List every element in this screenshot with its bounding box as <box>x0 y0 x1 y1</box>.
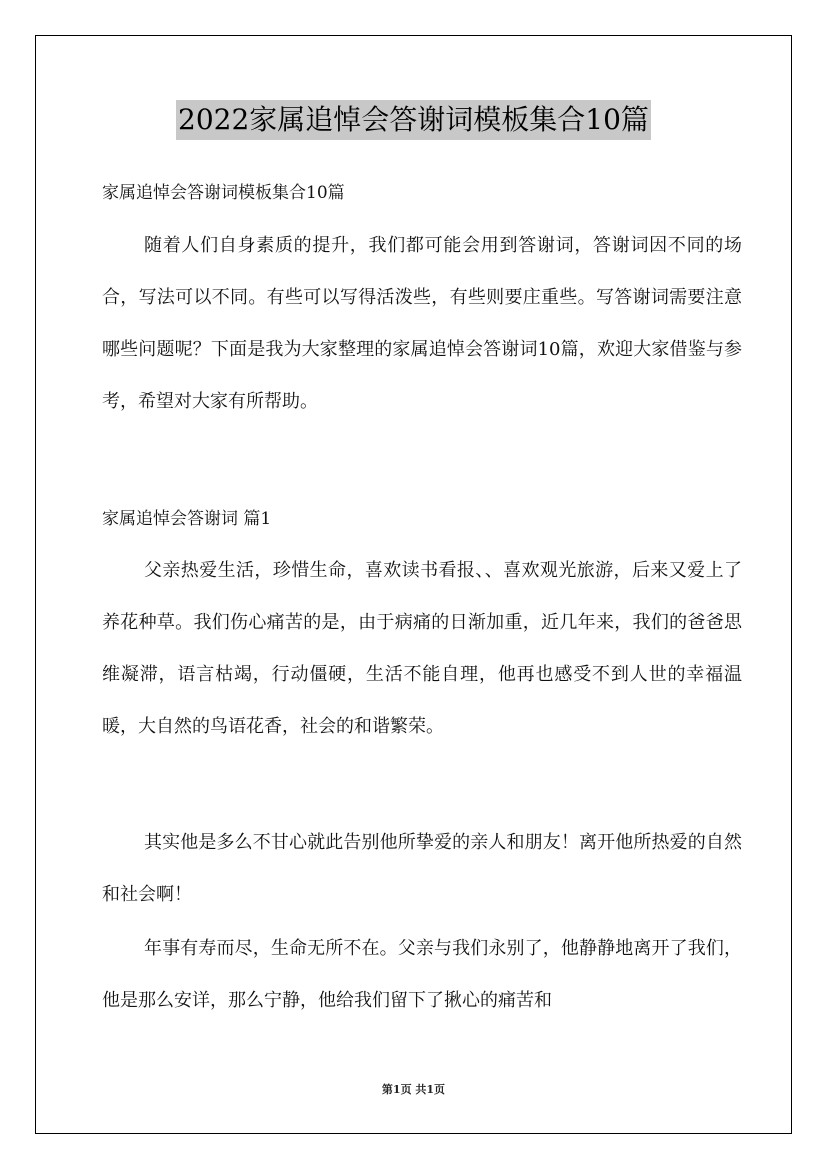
intro-paragraph: 随着人们自身素质的提升，我们都可能会用到答谢词，答谢词因不同的场合，写法可以不同。有些可以写得活泼些，有些则要庄重些。写答谢词需要注意哪些问题呢？下面是我为大家整理的家属追悼会答谢词10篇，欢迎大家借鉴与参考，希望对大家有所帮助。 <box>102 235 742 412</box>
document-title: 2022家属追悼会答谢词模板集合10篇 <box>176 100 651 140</box>
body-paragraph-1: 父亲热爱生活，珍惜生命，喜欢读书看报、、喜欢观光旅游，后来又爱上了养花种草。我们伤心痛苦的是，由于病痛的日渐加重，近几年来，我们的爸爸思维凝滞，语言枯竭，行动僵硬，生活不能自理，他再也感受不到人世的幸福温暖，大自然的鸟语花香，社会的和谐繁荣。 <box>102 560 742 737</box>
body-paragraph-2: 其实他是多么不甘心就此告别他所挚爱的亲人和朋友！离开他所热爱的自然和社会啊！ <box>102 832 742 905</box>
document-subtitle: 家属追悼会答谢词模板集合10篇 <box>102 183 345 203</box>
section-heading: 家属追悼会答谢词 篇1 <box>102 509 272 529</box>
title-container <box>0 100 827 140</box>
page-number: 第1页 共1页 <box>381 1083 446 1096</box>
body-paragraph-3: 年事有寿而尽，生命无所不在。父亲与我们永别了，他静静地离开了我们，他是那么安详，那么宁静，他给我们留下了揪心的痛苦和 <box>102 938 742 1011</box>
